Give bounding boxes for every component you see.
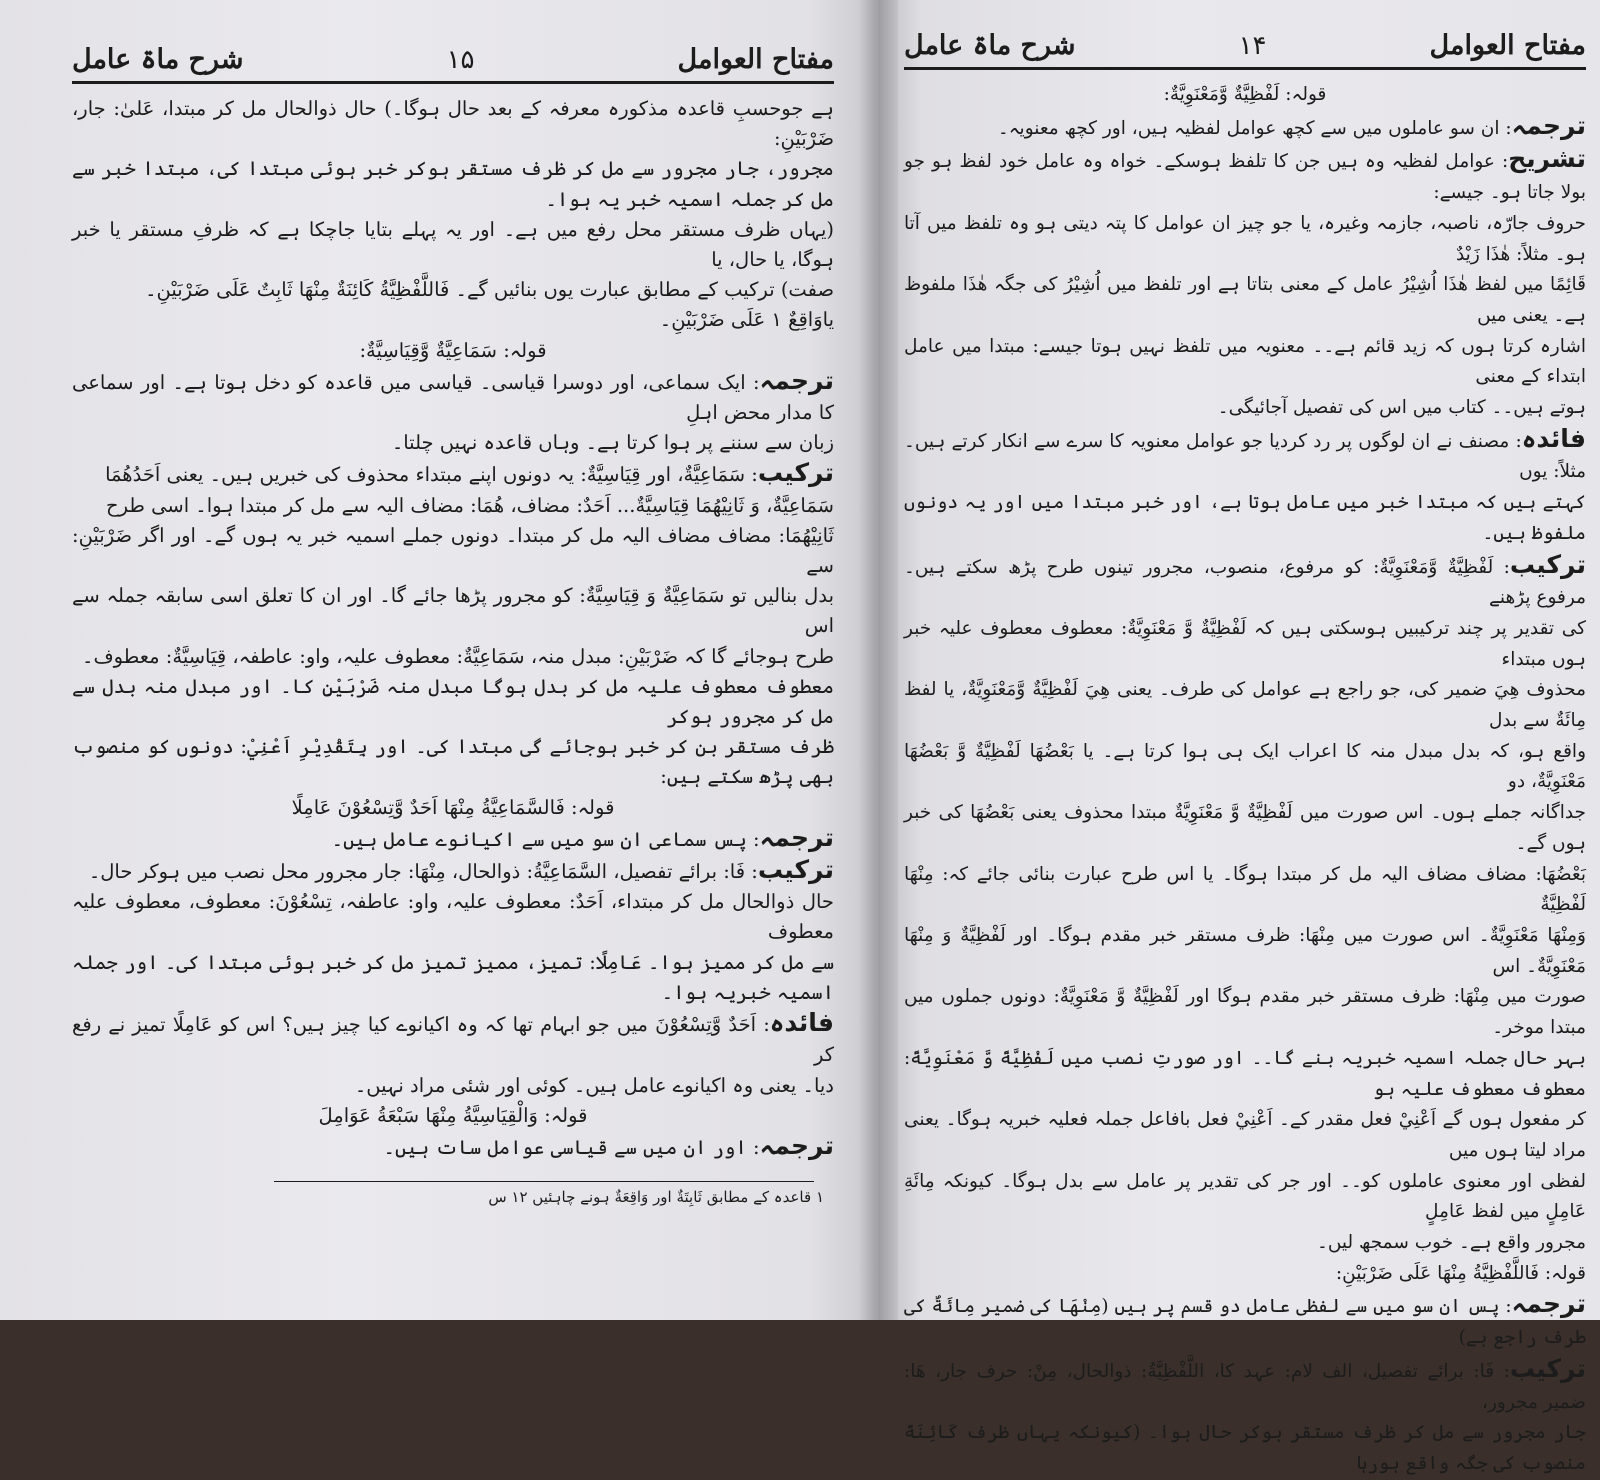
line-text: ثَانِيْهُمَا: مضاف مضاف الیہ مل کر مبتدا۔ دونوں جملے اسمیہ خبر یہ ہوں گے۔ اور اگر ضَرْبَيْنِ: سے	[72, 523, 834, 578]
section-label: فائدہ	[1521, 423, 1586, 453]
right-header-title: مفتاح العوامل	[1429, 30, 1586, 61]
text-line	[904, 111, 1586, 145]
footnote-rule	[274, 1181, 814, 1182]
line-text: دیا۔ یعنی وہ اکیانوے عامل ہیں۔ کوئی اور شئی مراد نہیں۔	[354, 1073, 834, 1097]
text-line	[904, 332, 1586, 393]
text-line	[904, 982, 1586, 1043]
line-text: حال ذوالحال مل کر مبتداء، اَحَدٌ: معطوف علیہ، واو: عاطفہ، تِسْعُوْنَ: معطوف، معطوف علیہ معطوف	[72, 890, 834, 944]
line-text: جداگانہ جملے ہوں۔ اس صورت میں لَفْظِيَّةٌ وَّ مَعْنَوِيَّةٌ مبتدا محذوف یعنی بَعْضُهَا کی خبر ہوں گے۔	[904, 802, 1586, 854]
text-line	[72, 1101, 834, 1131]
line-text: اشارہ کرتا ہوں کہ زید قائم ہے۔۔ معنویہ میں تلفظ نہیں ہوتا جیسے: مبتدا میں عامل ابتداء کے معنی	[904, 335, 1586, 388]
line-text: وَمِنْهَا مَعْنَوِيَّةٌ۔ اس صورت میں مِنْهَا: ظرف مستقر خبر مقدم ہوگا۔ اور لَفْظِيَّةٌ وَ مِنْهَا مَعْنَوِيَّةٌ۔ اس	[904, 924, 1586, 977]
text-line	[904, 737, 1586, 798]
line-text: ہوتے ہیں۔۔ کتاب میں اس کی تفصیل آجائیگی۔	[1217, 397, 1586, 419]
text-line	[904, 209, 1586, 270]
line-text: کہتے ہیں کہ مبتدا خبر میں عامل ہوتا ہے، اور خبر مبتدا میں اور یہ دونوں ملفوظ ہیں۔	[904, 492, 1586, 544]
text-line	[72, 275, 834, 305]
line-text: قَائِمًا میں لفظ هٰذَا اُشِيْرُ عامل کے معنی بتاتا ہے اور تلفظ میں اُشِيْرُ کی جگہ هٰذَا ملفوظ ہے۔ یعنی میں	[904, 274, 1586, 326]
line-text: قولہ: وَالْقِيَاسِيَّةُ مِنْهَا سَبْعَةُ عَوَامِلَ	[318, 1103, 588, 1127]
text-line	[904, 1167, 1586, 1228]
text-line	[904, 550, 1586, 614]
line-text: : اور ان میں سے قیاسی عوامل سات ہیں۔	[383, 1135, 760, 1159]
text-line	[72, 1071, 834, 1101]
line-text: بدل بنالیں تو سَمَاعِيَّةٌ وَ قِيَاسِيَّةٌ: کو مجرور پڑھا جائے گا۔ اور ان کا تعلق اسی سابقہ جملہ سے اس	[72, 584, 834, 638]
text-line	[72, 305, 834, 335]
line-text: معطوف معطوف علیہ مل کر بدل ہوگا مبدل منہ ضَرْبَيْنِ کا۔ اور مبدل منہ بدل سے مل کر مجرور ہوکر	[72, 674, 834, 729]
line-text: لفظی اور معنوی عاملوں کو۔۔ اور جر کی تقدیر پر عامل سے بدل ہوگا۔ کیونکہ مِائَةِ عَامِلٍ میں لفظ عَامِلٍ	[904, 1170, 1586, 1223]
line-text: : عوامل لفظیہ وہ ہیں جن کا تلفظ ہوسکے۔ خواہ وہ عامل خود لفظ ہو جو بولا جاتا ہو۔ جیسے:	[904, 151, 1586, 204]
line-text: : سَمَاعِيَّةٌ، اور قِيَاسِيَّةٌ: یہ دونوں اپنے مبتداء محذوف کی خبریں ہیں۔ یعنی اَحَدُهُمَا	[105, 463, 758, 487]
text-line	[72, 887, 834, 947]
line-text: قولہ: سَمَاعِيَّةٌ وَّقِيَاسِيَّةٌ:	[359, 338, 547, 362]
line-text: ہے جوحسبِ قاعدہ مذکورہ معرفہ کے بعد حال ہوگا۔) حال ذوالحال مل کر مبتدا، عَلیٰ: جار، ضَرْبَیْنِ:	[72, 97, 834, 151]
right-page-body	[904, 80, 1586, 1480]
right-page-number: ۱۴	[1238, 31, 1267, 61]
line-text: یاوَاقِعٌ ۱ عَلَى ضَرْبَيْنِ۔	[659, 308, 834, 332]
text-line	[72, 1131, 834, 1163]
line-text: واقع ہو، کہ بدل مبدل منہ کا اعراب ایک ہی ہوا کرتا ہے۔ یا بَعْضُهَا لَفْظِيَّةٌ وَّ بَعْضُهَا مَعْنَوِيَّةٌ، دو	[904, 740, 1586, 793]
line-text: طرح ہوجائے گا کہ ضَرْبَيْنِ: مبدل منہ، سَمَاعِيَّةٌ: معطوف علیہ، واو: عاطفہ، قِيَاسِيَّةٌ: معطوف۔	[82, 644, 834, 668]
left-page-header	[72, 44, 834, 84]
text-line	[72, 428, 834, 458]
section-label: ترجمہ	[1511, 1289, 1586, 1319]
right-page	[878, 0, 1600, 1474]
text-line	[72, 581, 834, 641]
line-text: کی تقدیر پر چند ترکیبیں ہوسکتی ہیں کہ لَفْظِيَّةٌ وَّ مَعْنَوِيَّةٌ: معطوف معطوف علیہ خبر ہوں مبتداء	[904, 617, 1586, 670]
line-text: مجرور، جار مجرور سے مل کر ظرف مستقر ہوکر خبر ہوئی مبتدا کی، مبتدا خبر سے مل کر جملہ اسمیہ خبر یہ ہوا۔	[72, 157, 834, 211]
text-line	[904, 1289, 1586, 1353]
line-text: : پس سماعی ان سو میں سے اکیانوے عامل ہیں۔	[331, 827, 760, 851]
line-text: محذوف هِيَ ضمیر کی، جو راجع ہے عوامل کی طرف۔ یعنی هِيَ لَفْظِيَّةٌ وَّمَعْنَوِيَّةٌ، یا لفظ مِائَةٌ سے بدل	[904, 679, 1586, 732]
text-line	[904, 1228, 1586, 1259]
line-text: صورت میں مِنْهَا: ظرف مستقر خبر مقدم ہوگا اور لَفْظِيَّةٌ وَّ مَعْنَوِيَّةٌ: دونوں جملوں میں مبتدا موخر۔	[904, 986, 1586, 1039]
line-text: مجرور واقع ہے۔ خوب سمجھ لیں۔	[1317, 1232, 1586, 1254]
line-text: قولہ: فَالسَّمَاعِيَّةُ مِنْهَا اَحَدٌ وَّتِسْعُوْنَ عَامِلًا	[291, 795, 615, 819]
text-line	[904, 393, 1586, 424]
text-line	[72, 366, 834, 428]
text-line	[72, 154, 834, 214]
line-text: : ان سو عاملوں میں سے کچھ عوامل لفظیہ ہیں، اور کچھ معنویہ۔	[997, 117, 1512, 139]
text-line	[904, 80, 1586, 111]
section-label: تشریح	[1508, 144, 1586, 174]
text-line	[904, 798, 1586, 859]
line-text: زبان سے سننے پر ہوا کرتا ہے۔ وہاں قاعدہ نہیں چلتا۔	[391, 431, 834, 455]
line-text: سَمَاعِيَّةٌ، وَ ثَانِيْهُمَا قِيَاسِيَّةٌ... اَحَدٌ: مضاف، هُمَا: مضاف الیہ سے مل کر مبتدا ہوا۔ اسی طرح	[106, 493, 834, 517]
left-footnote: ۱ قاعدہ کے مطابق ثَابِتَةٌ اور وَاقِعَةٌ ہونے چاہئیں ۱۲ س	[488, 1188, 824, 1207]
section-label: ترجمہ	[1511, 110, 1586, 140]
text-line	[72, 948, 834, 1008]
text-line	[904, 921, 1586, 982]
line-text: : فَا: برائے تفصیل، الف لام: عہد کا، اللَّفْظِيَّةُ: ذوالحال، مِنْ: حرف جار، هَا: ضمیر مجرور،	[904, 1360, 1586, 1413]
text-line	[904, 1044, 1586, 1105]
text-line	[72, 94, 834, 154]
text-line	[904, 144, 1586, 208]
section-label: ترکیب	[757, 458, 834, 488]
line-text: : پس ان سو میں سے لفظی عامل دو قسم پر ہیں (مِنْهَا کی ضمیر مِائَةٌ کی طرف راجع ہے)	[904, 1296, 1586, 1349]
line-text: (یہاں ظرف مستقر محل رفع میں ہے۔ اور یہ پہلے بتایا جاچکا ہے کہ ظرفِ مستقر یا خبر ہوگا، یا حال، یا	[72, 217, 834, 272]
text-line	[72, 642, 834, 672]
text-line	[904, 488, 1586, 549]
line-text: قولہ: لَفْظِيَّةٌ وَّمَعْنَوِيَّةٌ:	[1163, 84, 1327, 105]
line-text: : مصنف نے ان لوگوں پر رد کردیا جو عوامل معنویہ کا سرے سے انکار کرتے ہیں۔ مثلاً: یوں	[904, 430, 1586, 483]
section-label: ترجمہ	[759, 365, 834, 395]
text-line	[904, 675, 1586, 736]
right-header-sub: شرح ماۃ عامل	[904, 30, 1076, 61]
line-text: جار مجرور سے مل کر ظرف مستقر ہوکر حال ہوا۔ (کیونکہ یہاں ظرف كَائِنَةً منصوب کی جگہ واقع ہورہا	[904, 1422, 1586, 1474]
left-page-body	[72, 94, 834, 1163]
section-label: ترکیب	[1509, 549, 1586, 579]
text-line	[72, 793, 834, 823]
text-line	[72, 732, 834, 792]
left-header-sub: شرح ماۃ عامل	[72, 44, 244, 75]
line-text: صفت) ترکیب کے مطابق عبارت یوں بنائیں گے۔ فَاللَّفْظِيَّةُ كَائِنَةٌ مِنْهَا ثَابِتٌ عَلَى ضَرْبَيْنِ۔	[145, 278, 834, 302]
text-line	[72, 491, 834, 521]
text-line	[72, 521, 834, 581]
text-line	[72, 458, 834, 490]
line-text: بَعْضُهَا: مضاف مضاف الیہ مل کر مبتدا ہوگا۔ یا اس طرح عبارت بنائی جائے کہ: مِنْهَا لَفْظِيَّةٌ	[904, 863, 1586, 916]
left-page-number: ۱۵	[446, 45, 475, 75]
text-line	[904, 1418, 1586, 1479]
section-label: ترجمہ	[759, 1130, 834, 1160]
text-line	[72, 215, 834, 275]
text-line	[904, 1354, 1586, 1418]
line-text: : فَا: برائے تفصیل، السَّمَاعِيَّةُ: ذوالحال، مِنْهَا: جار مجرور محل نصب میں ہوکر حال۔	[88, 860, 758, 884]
text-line	[904, 424, 1586, 488]
text-line	[904, 1259, 1586, 1290]
text-line	[72, 855, 834, 887]
line-text: حروف جارّہ، ناصبہ، جازمہ وغیرہ، یا جو چیز ان عوامل کا پتہ دیتی ہو وہ تلفظ میں آتا ہو۔ مثلاً: هٰذَا زَيْدٌ	[904, 212, 1586, 265]
line-text: کر مفعول ہوں گے اَعْنِيْ فعل مقدر کے۔ اَعْنِيْ فعل بافاعل جملہ فعلیہ خبریہ ہوگا۔ یعنی مراد لیتا ہوں میں	[904, 1109, 1586, 1161]
section-label: فائدہ	[769, 1008, 834, 1038]
text-line	[72, 672, 834, 732]
section-label: ترجمہ	[759, 822, 834, 852]
text-line	[72, 823, 834, 855]
line-text: ظرف مستقر بن کر خبر ہوجائے گی مبتدا کی۔ اور بِتَقْدِيْرِ اَعْنِيْ: دونوں کو منصوب بھی پڑھ سکتے ہیں:	[72, 735, 834, 789]
line-text: سے مل کر ممیز ہوا۔ عَامِلًا: تمیز، ممیز تمیز مل کر خبر ہوئی مبتدا کی۔ اور جملہ اسمیہ خبریہ ہوا۔	[72, 950, 834, 1004]
text-line	[904, 860, 1586, 921]
text-line	[72, 336, 834, 366]
text-line	[904, 1105, 1586, 1166]
section-label: ترکیب	[1509, 1353, 1586, 1383]
left-page	[0, 0, 878, 1320]
text-line	[72, 1008, 834, 1070]
line-text: قولہ: فَاللَّفْظِيَّةُ مِنْهَا عَلَى ضَرْبَيْنِ:	[1335, 1262, 1586, 1284]
text-line	[904, 270, 1586, 331]
line-text: : ایک سماعی، اور دوسرا قیاسی۔ قیاسی میں قاعدہ کو دخل ہوتا ہے۔ اور سماعی کا مدار محض اہلِ	[72, 370, 834, 425]
right-page-header	[904, 30, 1586, 70]
section-label: ترکیب	[757, 855, 834, 885]
line-text: : لَفْظِيَّةٌ وَّمَعْنَوِيَّةٌ: کو مرفوع، منصوب، مجرور تینوں طرح پڑھ سکتے ہیں۔ مرفوع پڑھنے	[904, 556, 1586, 609]
line-text: : اَحَدٌ وَّتِسْعُوْنَ میں جو ابہام تھا کہ وہ اکیانوے کیا چیز ہیں؟ اس کو عَامِلًا تمیز نے رفع کر	[72, 1013, 834, 1067]
text-line	[904, 614, 1586, 675]
left-header-title: مفتاح العوامل	[677, 44, 834, 75]
line-text: بہر حال جملہ اسمیہ خبریہ بنے گا۔۔ اور صورتِ نصب میں لَفْظِيَّةً وَّ مَعْنَوِيَّةً: معطوف معطوف علیہ ہو	[904, 1047, 1586, 1100]
